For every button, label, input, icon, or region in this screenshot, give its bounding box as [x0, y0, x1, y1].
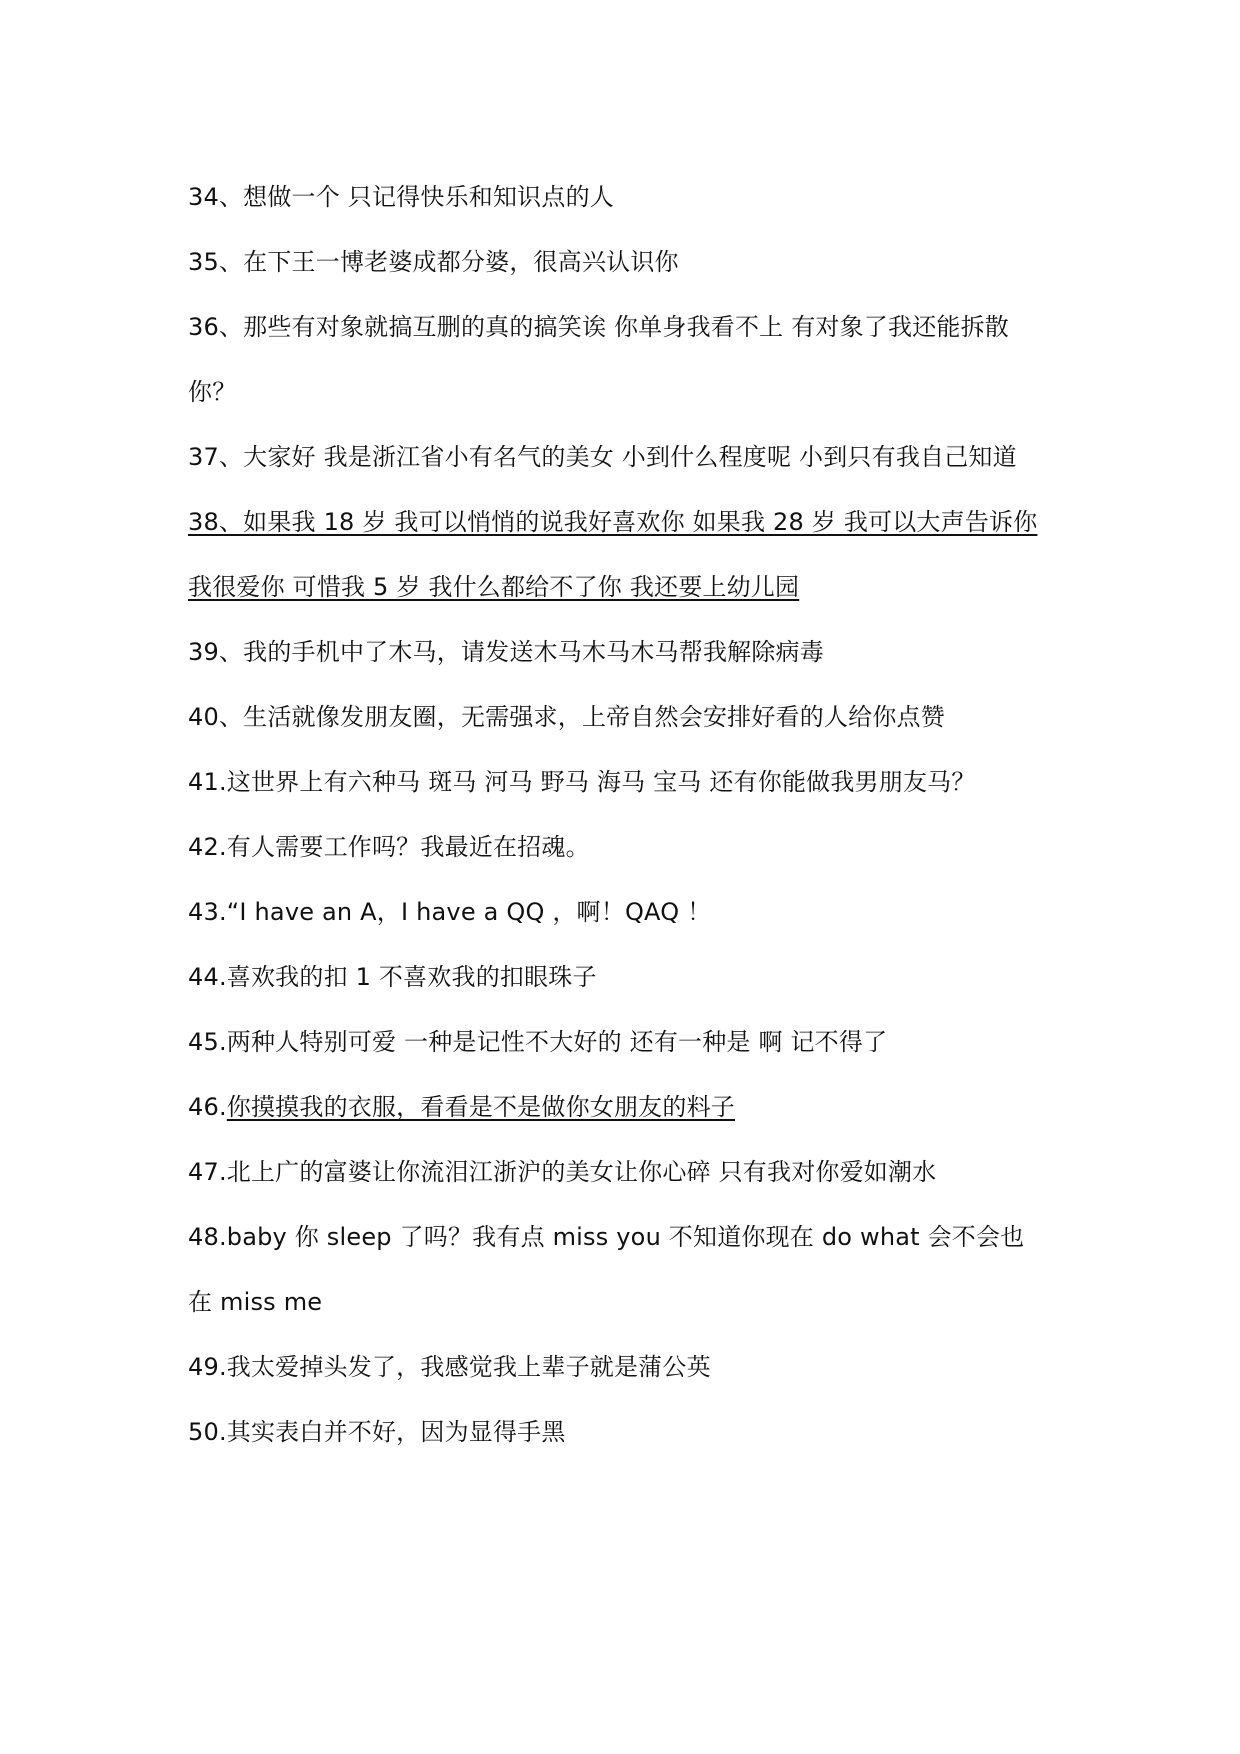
item-46 [188, 1075, 1068, 1140]
item-37: 37、大家好 我是浙江省小有名气的美女 小到什么程度呢 小到只有我自己知道 [188, 443, 1017, 471]
item-40: 40、生活就像发朋友圈，无需强求，上帝自然会安排好看的人给你点赞 [188, 703, 945, 731]
item-35: 35、在下王一博老婆成都分婆，很高兴认识你 [188, 248, 679, 276]
item-46-text: 你摸摸我的衣服，看看是不是做你女朋友的料子 [226, 1093, 735, 1121]
item-41: 41.这世界上有六种马 斑马 河马 野马 海马 宝马 还有你能做我男朋友马？ [188, 768, 976, 796]
item-44: 44.喜欢我的扣 1 不喜欢我的扣眼珠子 [188, 963, 597, 991]
item-45: 45.两种人特别可爱 一种是记性不大好的 还有一种是 啊 记不得了 [188, 1028, 888, 1056]
item-36-line-1: 36、那些有对象就搞互删的真的搞笑诶 你单身我看不上 有对象了我还能拆散 [188, 313, 1009, 341]
item-38-line-2: 我很爱你 可惜我 5 岁 我什么都给不了你 我还要上幼儿园 [188, 573, 800, 601]
item-42: 42.有人需要工作吗？我最近在招魂。 [188, 833, 590, 861]
item-50: 50.其实表白并不好，因为显得手黑 [188, 1418, 566, 1446]
item-38-line-1: 38、如果我 18 岁 我可以悄悄的说我好喜欢你 如果我 28 岁 我可以大声告诉你 [188, 508, 1038, 536]
item-34: 34、想做一个 只记得快乐和知识点的人 [188, 183, 614, 211]
item-46-prefix: 46. [188, 1093, 227, 1121]
item-39: 39、我的手机中了木马，请发送木马木马木马帮我解除病毒 [188, 638, 824, 666]
document-body [188, 165, 1068, 1465]
item-48-line-1: 48.baby 你 sleep 了吗？我有点 miss you 不知道你现在 do what 会不会也 [188, 1223, 1025, 1251]
item-48-line-2: 在 miss me [188, 1288, 323, 1316]
item-49: 49.我太爱掉头发了，我感觉我上辈子就是蒲公英 [188, 1353, 711, 1381]
item-47: 47.北上广的富婆让你流泪江浙沪的美女让你心碎 只有我对你爱如潮水 [188, 1158, 937, 1186]
item-36-line-2: 你？ [188, 378, 237, 406]
item-43: 43.“I have an A，I have a QQ ，啊！QAQ ！ [188, 898, 712, 926]
